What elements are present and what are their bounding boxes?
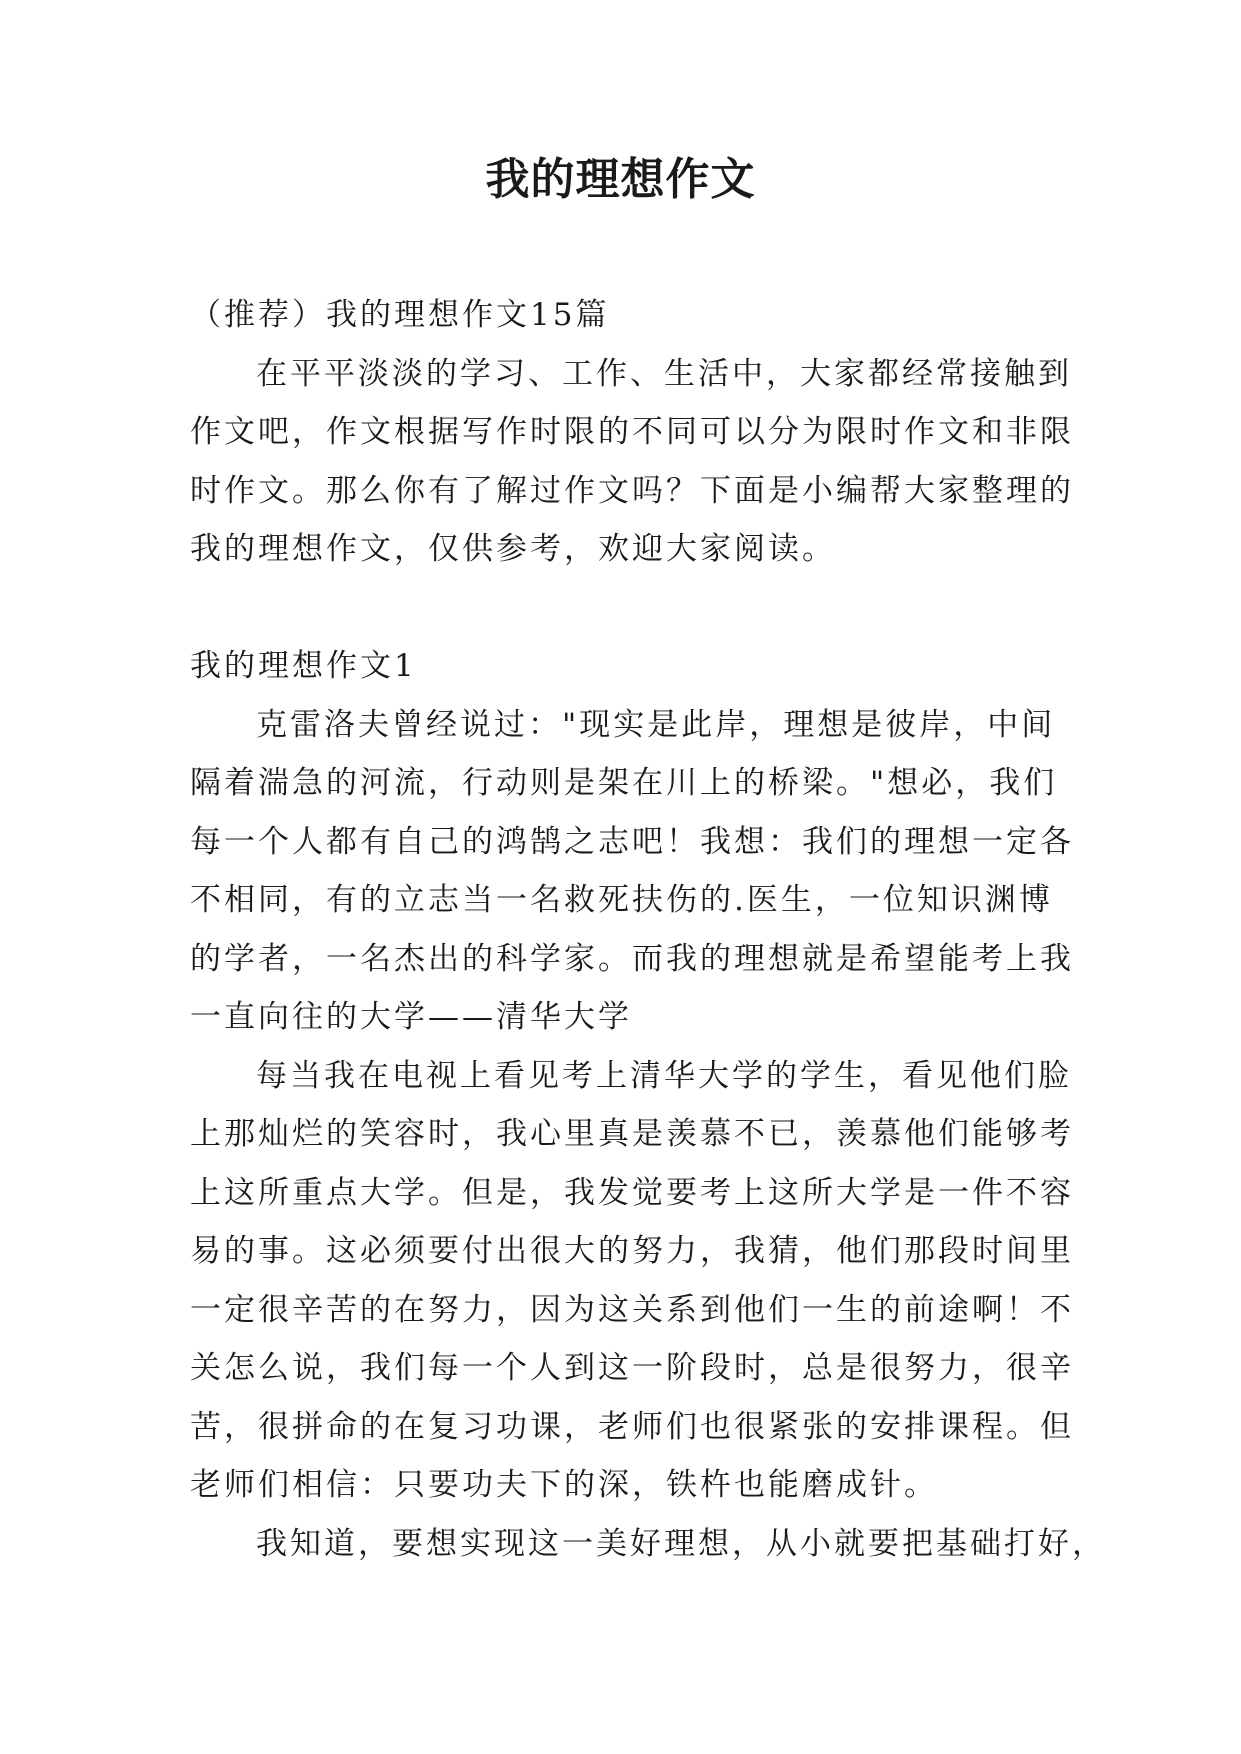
- paragraph-line: 作文吧，作文根据写作时限的不同可以分为限时作文和非限: [190, 414, 1074, 450]
- paragraph-line: 一定很辛苦的在努力，因为这关系到他们一生的前途啊！不: [190, 1291, 1074, 1328]
- paragraph-line: 苦，很拼命的在复习功课，老师们也很紧张的安排课程。但: [190, 1408, 1074, 1445]
- paragraph-line: 的学者，一名杰出的科学家。而我的理想就是希望能考上我: [190, 940, 1074, 977]
- paragraph-line: 每当我在电视上看见考上清华大学的学生，看见他们脸: [256, 1057, 1072, 1094]
- paragraph-line: 易的事。这必须要付出很大的努力，我猜，他们那段时间里: [190, 1233, 1074, 1269]
- paragraph-line: 每一个人都有自己的鸿鹄之志吧！我想：我们的理想一定各: [190, 823, 1074, 860]
- paragraph-line: 一直向往的大学——清华大学: [190, 999, 632, 1035]
- intro-heading: （推荐）我的理想作文15篇: [190, 297, 610, 333]
- paragraph-line: 我知道，要想实现这一美好理想，从小就要把基础打好，: [256, 1525, 1106, 1562]
- paragraph-line: 上这所重点大学。但是，我发觉要考上这所大学是一件不容: [190, 1174, 1074, 1211]
- paragraph-line: 老师们相信：只要功夫下的深，铁杵也能磨成针。: [190, 1467, 938, 1503]
- document-body: [190, 286, 1106, 1573]
- document-title: 我的理想作文: [485, 154, 756, 205]
- paragraph-line: 时作文。那么你有了解过作文吗？下面是小编帮大家整理的: [190, 472, 1074, 509]
- paragraph-line: 上那灿烂的笑容时，我心里真是羡慕不已，羡慕他们能够考: [190, 1116, 1074, 1152]
- section-heading: 我的理想作文1: [190, 648, 417, 684]
- section-gap: [190, 579, 1052, 638]
- paragraph-line: 克雷洛夫曾经说过："现实是此岸，理想是彼岸，中间: [256, 706, 1056, 743]
- paragraph-line: 我的理想作文，仅供参考，欢迎大家阅读。: [190, 531, 836, 567]
- paragraph-line: 在平平淡淡的学习、工作、生活中，大家都经常接触到: [256, 355, 1072, 392]
- paragraph-line: 关怎么说，我们每一个人到这一阶段时，总是很努力，很辛: [190, 1350, 1074, 1386]
- paragraph-line: 不相同，有的立志当一名救死扶伤的.医生，一位知识渊博: [190, 882, 1053, 918]
- paragraph-line: 隔着湍急的河流，行动则是架在川上的桥梁。"想必，我们: [190, 765, 1058, 801]
